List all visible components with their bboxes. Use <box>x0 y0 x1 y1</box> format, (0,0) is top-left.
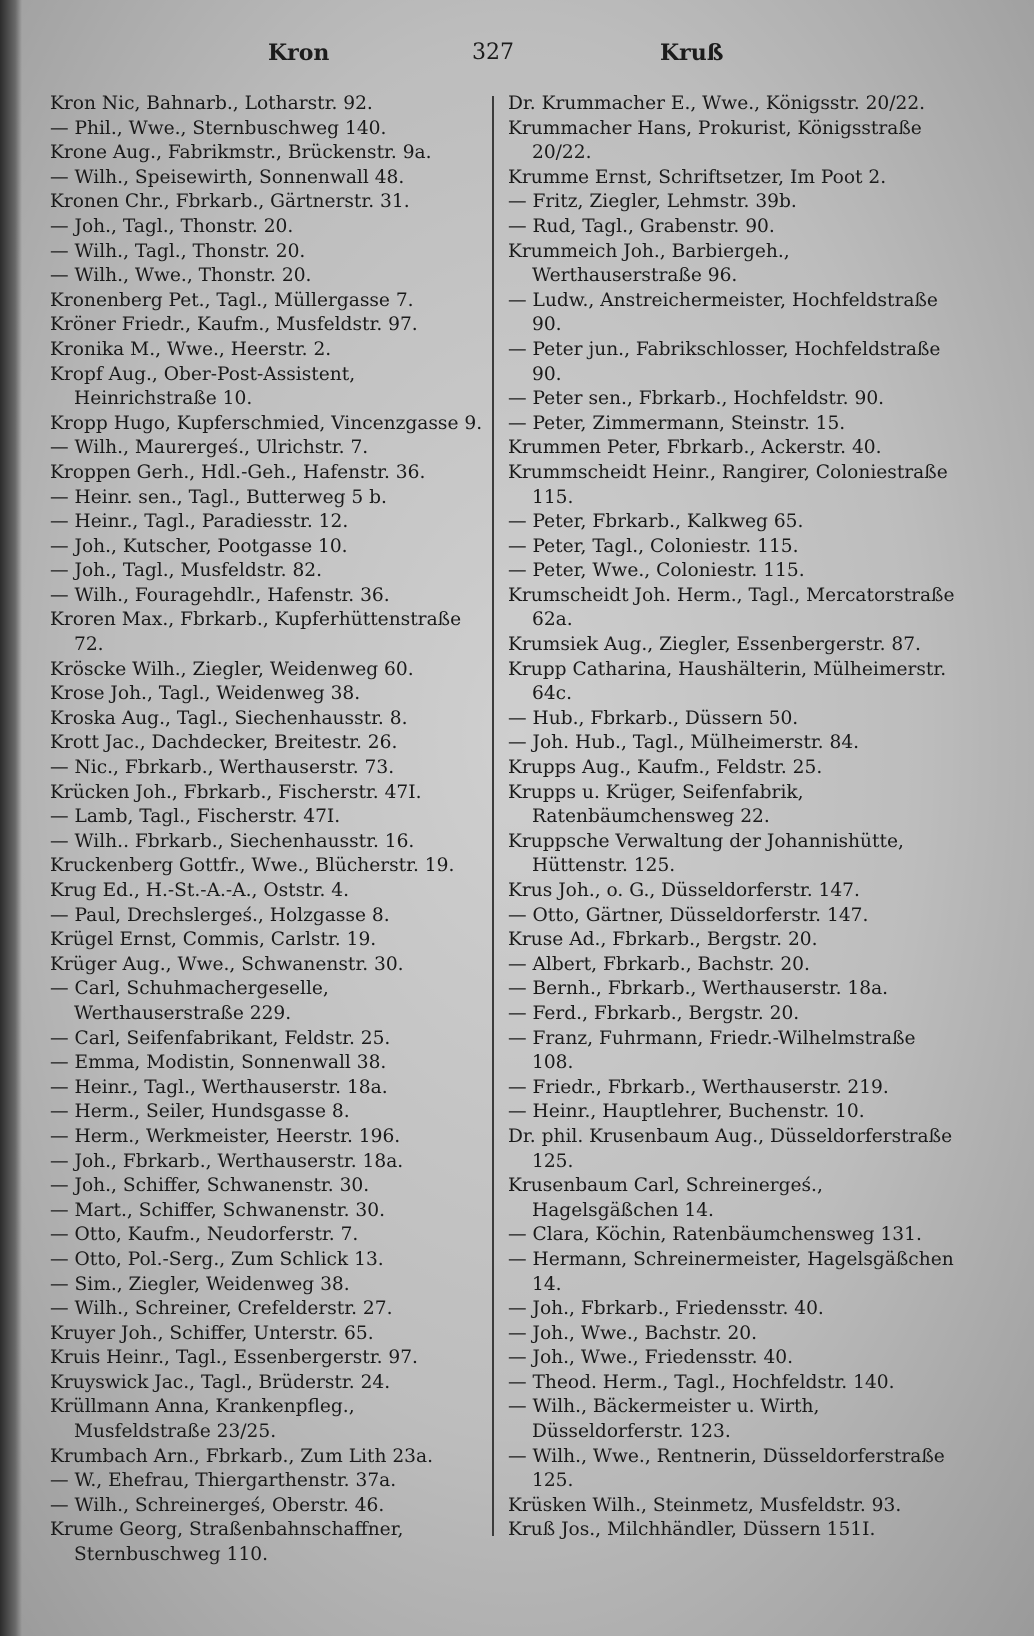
right-keyword: Kruß <box>660 40 724 66</box>
directory-entry: — Hermann, Schreinermeister, Hagelsgäßchen 14. <box>508 1248 954 1295</box>
directory-entry: Krummen Peter, Fbrkarb., Ackerstr. 40. <box>508 437 882 459</box>
directory-entry: Krupps u. Krüger, Seifenfabrik, Ratenbäumchensweg 22. <box>508 781 804 828</box>
directory-entry: — Otto, Pol.-Serg., Zum Schlick 13. <box>50 1248 384 1270</box>
directory-entry: — Rud, Tagl., Grabenstr. 90. <box>508 215 775 237</box>
directory-entry: — Peter, Tagl., Coloniestr. 115. <box>508 535 799 557</box>
directory-entry: Dr. Krummacher E., Wwe., Königsstr. 20/22. <box>508 93 926 114</box>
directory-entry: — Joh., Fbrkarb., Werthauserstr. 18a. <box>50 1150 404 1172</box>
directory-entry: — Wilh., Maurergeś., Ulrichstr. 7. <box>50 437 369 459</box>
directory-entry: — Peter, Zimmermann, Steinstr. 15. <box>508 412 846 434</box>
directory-entry: — Wilh., Bäckermeister u. Wirth, Düsseldorferstr. 123. <box>508 1396 820 1443</box>
page-number: 327 <box>472 40 514 65</box>
directory-entry: — Ferd., Fbrkarb., Bergstr. 20. <box>508 1002 800 1024</box>
left-keyword: Kron <box>268 40 330 66</box>
directory-entry: — Wilh., Fouragehdlr., Hafenstr. 36. <box>50 584 390 606</box>
directory-entry: — Joh., Wwe., Friedensstr. 40. <box>508 1347 794 1369</box>
directory-entry: — Mart., Schiffer, Schwanenstr. 30. <box>50 1199 386 1221</box>
directory-entry: Krus Joh., o. G., Düsseldorferstr. 147. <box>508 880 860 901</box>
directory-entry: — Franz, Fuhrmann, Friedr.-Wilhelmstraße 108. <box>508 1027 916 1074</box>
directory-entry: Krummscheidt Heinr., Rangirer, Coloniestraße 115. <box>508 461 948 508</box>
directory-entry: — Joh. Hub., Tagl., Mülheimerstr. 84. <box>508 732 860 754</box>
directory-entry: — Heinr., Hauptlehrer, Buchenstr. 10. <box>508 1101 865 1123</box>
directory-entry: Kronenberg Pet., Tagl., Müllergasse 7. <box>50 289 414 311</box>
directory-entry: Krott Jac., Dachdecker, Breitestr. 26. <box>50 732 398 754</box>
directory-entry: Krug Ed., H.-St.-A.-A., Oststr. 4. <box>50 880 350 901</box>
directory-entry: — Phil., Wwe., Sternbuschweg 140. <box>50 117 387 139</box>
directory-entry: — Lamb, Tagl., Fischerstr. 47I. <box>50 806 341 828</box>
directory-entry: Kruse Ad., Fbrkarb., Bergstr. 20. <box>508 929 818 951</box>
column-divider <box>492 96 494 1536</box>
directory-entry: — Heinr., Tagl., Paradiesstr. 12. <box>50 511 349 533</box>
directory-entry: Kruyswick Jac., Tagl., Brüderstr. 24. <box>50 1371 391 1393</box>
directory-entry: — Wilh., Schreiner, Crefelderstr. 27. <box>50 1298 393 1320</box>
directory-entry: — Fritz, Ziegler, Lehmstr. 39b. <box>508 191 797 213</box>
directory-entry: — Wilh., Tagl., Thonstr. 20. <box>50 240 306 262</box>
directory-entry: — Herm., Werkmeister, Heerstr. 196. <box>50 1125 401 1147</box>
directory-entry: — Joh., Fbrkarb., Friedensstr. 40. <box>508 1298 824 1320</box>
directory-entry: — Bernh., Fbrkarb., Werthauserstr. 18a. <box>508 978 889 1000</box>
directory-entry: — Peter, Fbrkarb., Kalkweg 65. <box>508 511 804 533</box>
directory-entry: Kroska Aug., Tagl., Siechenhausstr. 8. <box>50 707 408 729</box>
directory-entry: — Joh., Tagl., Musfeldstr. 82. <box>50 560 323 582</box>
directory-entry: — Wilh., Wwe., Thonstr. 20. <box>50 265 312 287</box>
directory-entry: Kropp Hugo, Kupferschmied, Vincenzgasse 9. <box>50 412 483 434</box>
directory-entry: Krummeich Joh., Barbiergeh., Werthauserstraße 96. <box>508 240 790 287</box>
directory-entry: — W., Ehefrau, Thiergarthenstr. 37a. <box>50 1470 397 1492</box>
directory-entry: — Joh., Wwe., Bachstr. 20. <box>508 1322 758 1344</box>
directory-entry: — Heinr., Tagl., Werthauserstr. 18a. <box>50 1076 388 1098</box>
directory-entry: Kronen Chr., Fbrkarb., Gärtnerstr. 31. <box>50 191 410 213</box>
directory-entry: Krüllmann Anna, Krankenpfleg., Musfeldstraße 23/25. <box>50 1396 355 1443</box>
directory-entry: Krupps Aug., Kaufm., Feldstr. 25. <box>508 757 823 779</box>
directory-entry: Krüger Aug., Wwe., Schwanenstr. 30. <box>50 953 404 975</box>
directory-entry: Krumscheidt Joh. Herm., Tagl., Mercatorstraße 62a. <box>508 584 955 631</box>
directory-entry: Kroren Max., Fbrkarb., Kupferhüttenstraße 72. <box>50 609 462 656</box>
directory-entry: Krummacher Hans, Prokurist, Königsstraße 20/22. <box>508 117 922 164</box>
directory-entry: Kroppen Gerh., Hdl.-Geh., Hafenstr. 36. <box>50 461 426 483</box>
directory-entry: Krone Aug., Fabrikmstr., Brückenstr. 9a. <box>50 142 432 164</box>
page-binding-shadow <box>0 0 22 1636</box>
directory-entry: — Albert, Fbrkarb., Bachstr. 20. <box>508 953 810 975</box>
left-column <box>50 92 490 1568</box>
directory-entry: — Wilh., Wwe., Rentnerin, Düsseldorferstraße 125. <box>508 1445 945 1492</box>
directory-entry: — Wilh., Speisewirth, Sonnenwall 48. <box>50 166 405 188</box>
directory-entry: Krücken Joh., Fbrkarb., Fischerstr. 47I. <box>50 781 422 803</box>
directory-entry: Kruß Jos., Milchhändler, Düssern 151I. <box>508 1519 876 1541</box>
directory-entry: — Peter, Wwe., Coloniestr. 115. <box>508 560 805 582</box>
directory-entry: — Ludw., Anstreichermeister, Hochfeldstraße 90. <box>508 289 938 336</box>
directory-entry: Kröscke Wilh., Ziegler, Weidenweg 60. <box>50 658 414 680</box>
directory-entry: Krupp Catharina, Haushälterin, Mülheimerstr. 64c. <box>508 658 947 705</box>
directory-entry: Krumme Ernst, Schriftsetzer, Im Poot 2. <box>508 166 887 188</box>
directory-entry: — Otto, Kaufm., Neudorferstr. 7. <box>50 1224 359 1246</box>
directory-entry: — Heinr. sen., Tagl., Butterweg 5 b. <box>50 486 387 508</box>
directory-entry: — Herm., Seiler, Hundsgasse 8. <box>50 1101 350 1123</box>
directory-entry: — Wilh., Schreinergeś, Oberstr. 46. <box>50 1494 385 1516</box>
directory-entry: — Nic., Fbrkarb., Werthauserstr. 73. <box>50 757 395 779</box>
directory-entry: Krumsiek Aug., Ziegler, Essenbergerstr. 87. <box>508 634 921 656</box>
directory-entry: Krüsken Wilh., Steinmetz, Musfeldstr. 93. <box>508 1494 902 1516</box>
page-header <box>40 40 1000 80</box>
directory-entry: — Otto, Gärtner, Düsseldorferstr. 147. <box>508 904 869 926</box>
directory-entry: — Carl, Seifenfabrikant, Feldstr. 25. <box>50 1027 391 1049</box>
directory-entry: Kruckenberg Gottfr., Wwe., Blücherstr. 19. <box>50 855 455 877</box>
directory-entry: Dr. phil. Krusenbaum Aug., Düsseldorferstraße 125. <box>508 1125 953 1172</box>
directory-entry: Krose Joh., Tagl., Weidenweg 38. <box>50 683 361 705</box>
right-column <box>508 92 958 1543</box>
directory-entry: — Hub., Fbrkarb., Düssern 50. <box>508 707 799 729</box>
directory-entry: — Wilh.. Fbrkarb., Siechenhausstr. 16. <box>50 830 415 852</box>
directory-entry: Kron Nic, Bahnarb., Lotharstr. 92. <box>50 93 373 114</box>
directory-entry: — Joh., Tagl., Thonstr. 20. <box>50 215 294 237</box>
directory-entry: — Joh., Kutscher, Pootgasse 10. <box>50 535 348 557</box>
directory-entry: — Peter sen., Fbrkarb., Hochfeldstr. 90. <box>508 388 885 410</box>
directory-entry: — Emma, Modistin, Sonnenwall 38. <box>50 1052 387 1074</box>
directory-entry: Kruppsche Verwaltung der Johannishütte, Hüttenstr. 125. <box>508 830 904 877</box>
directory-entry: Krume Georg, Straßenbahnschaffner, Sternbuschweg 110. <box>50 1519 404 1566</box>
directory-entry: Krügel Ernst, Commis, Carlstr. 19. <box>50 929 377 951</box>
directory-entry: — Joh., Schiffer, Schwanenstr. 30. <box>50 1175 370 1197</box>
directory-entry: Krumbach Arn., Fbrkarb., Zum Lith 23a. <box>50 1445 434 1467</box>
directory-entry: — Friedr., Fbrkarb., Werthauserstr. 219. <box>508 1076 889 1098</box>
directory-entry: — Clara, Köchin, Ratenbäumchensweg 131. <box>508 1224 922 1246</box>
directory-entry: — Theod. Herm., Tagl., Hochfeldstr. 140. <box>508 1371 895 1393</box>
directory-entry: Kruyer Joh., Schiffer, Unterstr. 65. <box>50 1322 374 1344</box>
directory-entry: — Peter jun., Fabrikschlosser, Hochfeldstraße 90. <box>508 338 941 385</box>
directory-entry: Krusenbaum Carl, Schreinergeś., Hagelsgäßchen 14. <box>508 1175 823 1221</box>
directory-entry: — Paul, Drechslergeś., Holzgasse 8. <box>50 904 390 926</box>
directory-entry: — Carl, Schuhmachergeselle, Werthauserstraße 229. <box>50 978 329 1024</box>
directory-entry: Kruis Heinr., Tagl., Essenbergerstr. 97. <box>50 1347 418 1369</box>
directory-entry: Kröner Friedr., Kaufm., Musfeldstr. 97. <box>50 314 418 336</box>
directory-entry: Kropf Aug., Ober-Post-Assistent, Heinrichstraße 10. <box>50 363 356 410</box>
directory-entry: — Sim., Ziegler, Weidenweg 38. <box>50 1273 350 1295</box>
directory-entry: Kronika M., Wwe., Heerstr. 2. <box>50 338 332 360</box>
